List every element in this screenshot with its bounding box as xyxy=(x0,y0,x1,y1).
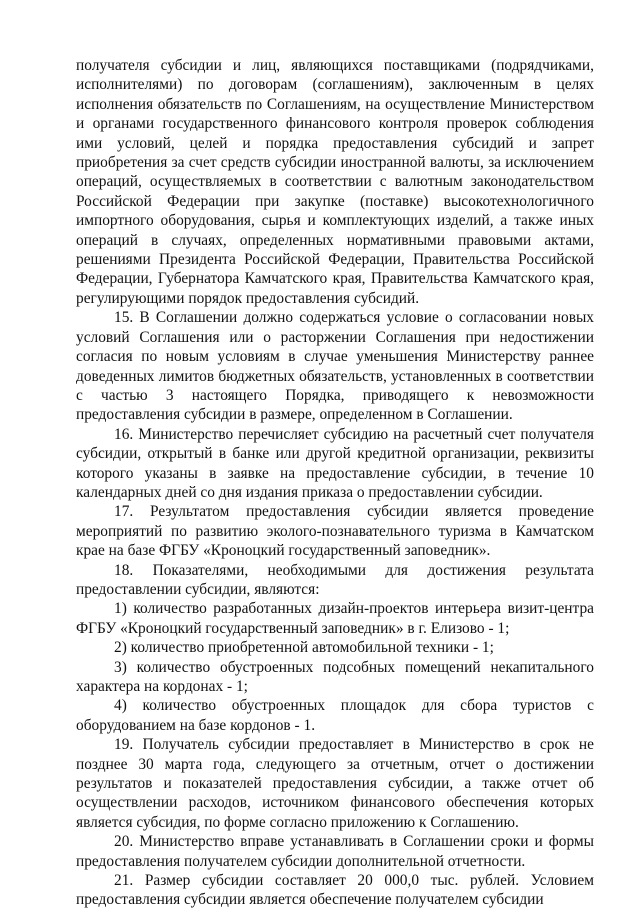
paragraph-21: 21. Размер субсидии составляет 20 000,0 тыс. рублей. Условием предоставления субсидии является обеспечение получателем субсидии xyxy=(76,872,594,909)
paragraph-continuation: получателя субсидии и лиц, являющихся поставщиками (подрядчиками, исполнителями) по договорам (соглашениям), заключенным в целях исполнения обязательств по Соглашениям, на осуществление Министерством и органами государственного финансового контроля проверок соблюдения ими условий, целей и порядка предоставления субсидий и запрет приобретения за счет средств субсидии иностранной валюты, за исключением операций, осуществляемых в соответствии с валютным законодательством Российской Федерации при закупке (поставке) высокотехнологичного импортного оборудования, сырья и комплектующих изделий, а также иных операций в случаях, определенных нормативными правовыми актами, решениями Президента Российской Федерации, Правительства Российской Федерации, Губернатора Камчатского края, Правительства Камчатского края, регулирующими порядок предоставления субсидий. xyxy=(76,57,594,307)
paragraph-17: 17. Результатом предоставления субсидии является проведение мероприятий по развитию эколого-познавательного туризма в Камчатском крае на базе ФГБУ «Кроноцкий государственный заповедник». xyxy=(76,503,594,560)
list-item-4: 4) количество обустроенных площадок для сбора туристов с оборудованием на базе кордонов - 1. xyxy=(76,697,594,734)
list-item-2: 2) количество приобретенной автомобильной техники - 1; xyxy=(114,639,494,657)
list-item-3: 3) количество обустроенных подсобных помещений некапитального характера на кордонах - 1; xyxy=(76,658,594,695)
list-item-1: 1) количество разработанных дизайн-проектов интерьера визит-центра ФГБУ «Кроноцкий государственный заповедник» в г. Елизово - 1; xyxy=(76,600,594,637)
paragraph-15: 15. В Соглашении должно содержаться условие о согласовании новых условий Соглашения или о расторжении Соглашения при недостижении согласия по новым условиям в случае уменьшения Министерству раннее доведенных лимитов бюджетных обязательств, установленных в соответствии с частью 3 настоящего Порядка, приводящего к невозможности предоставления субсидии в размере, определенном в Соглашении. xyxy=(76,309,594,424)
paragraph-16: 16. Министерство перечисляет субсидию на расчетный счет получателя субсидии, открытый в банке или другой кредитной организации, реквизиты которого указаны в заявке на предоставление субсидии, в течение 10 календарных дней со дня издания приказа о предоставлении субсидии. xyxy=(76,425,594,501)
paragraph-19: 19. Получатель субсидии предоставляет в Министерство в срок не позднее 30 марта года, следующего за отчетным, отчет о достижении результатов и показателей предоставления субсидии, а также отчет об осуществлении расходов, источником финансового обеспечения которых является субсидия, по форме согласно приложению к Соглашению. xyxy=(76,736,594,831)
paragraph-18: 18. Показателями, необходимыми для достижения результата предоставлении субсидии, являются: xyxy=(76,561,594,598)
paragraph-20: 20. Министерство вправе устанавливать в Соглашении сроки и формы предоставления получателем субсидии дополнительной отчетности. xyxy=(76,833,594,870)
